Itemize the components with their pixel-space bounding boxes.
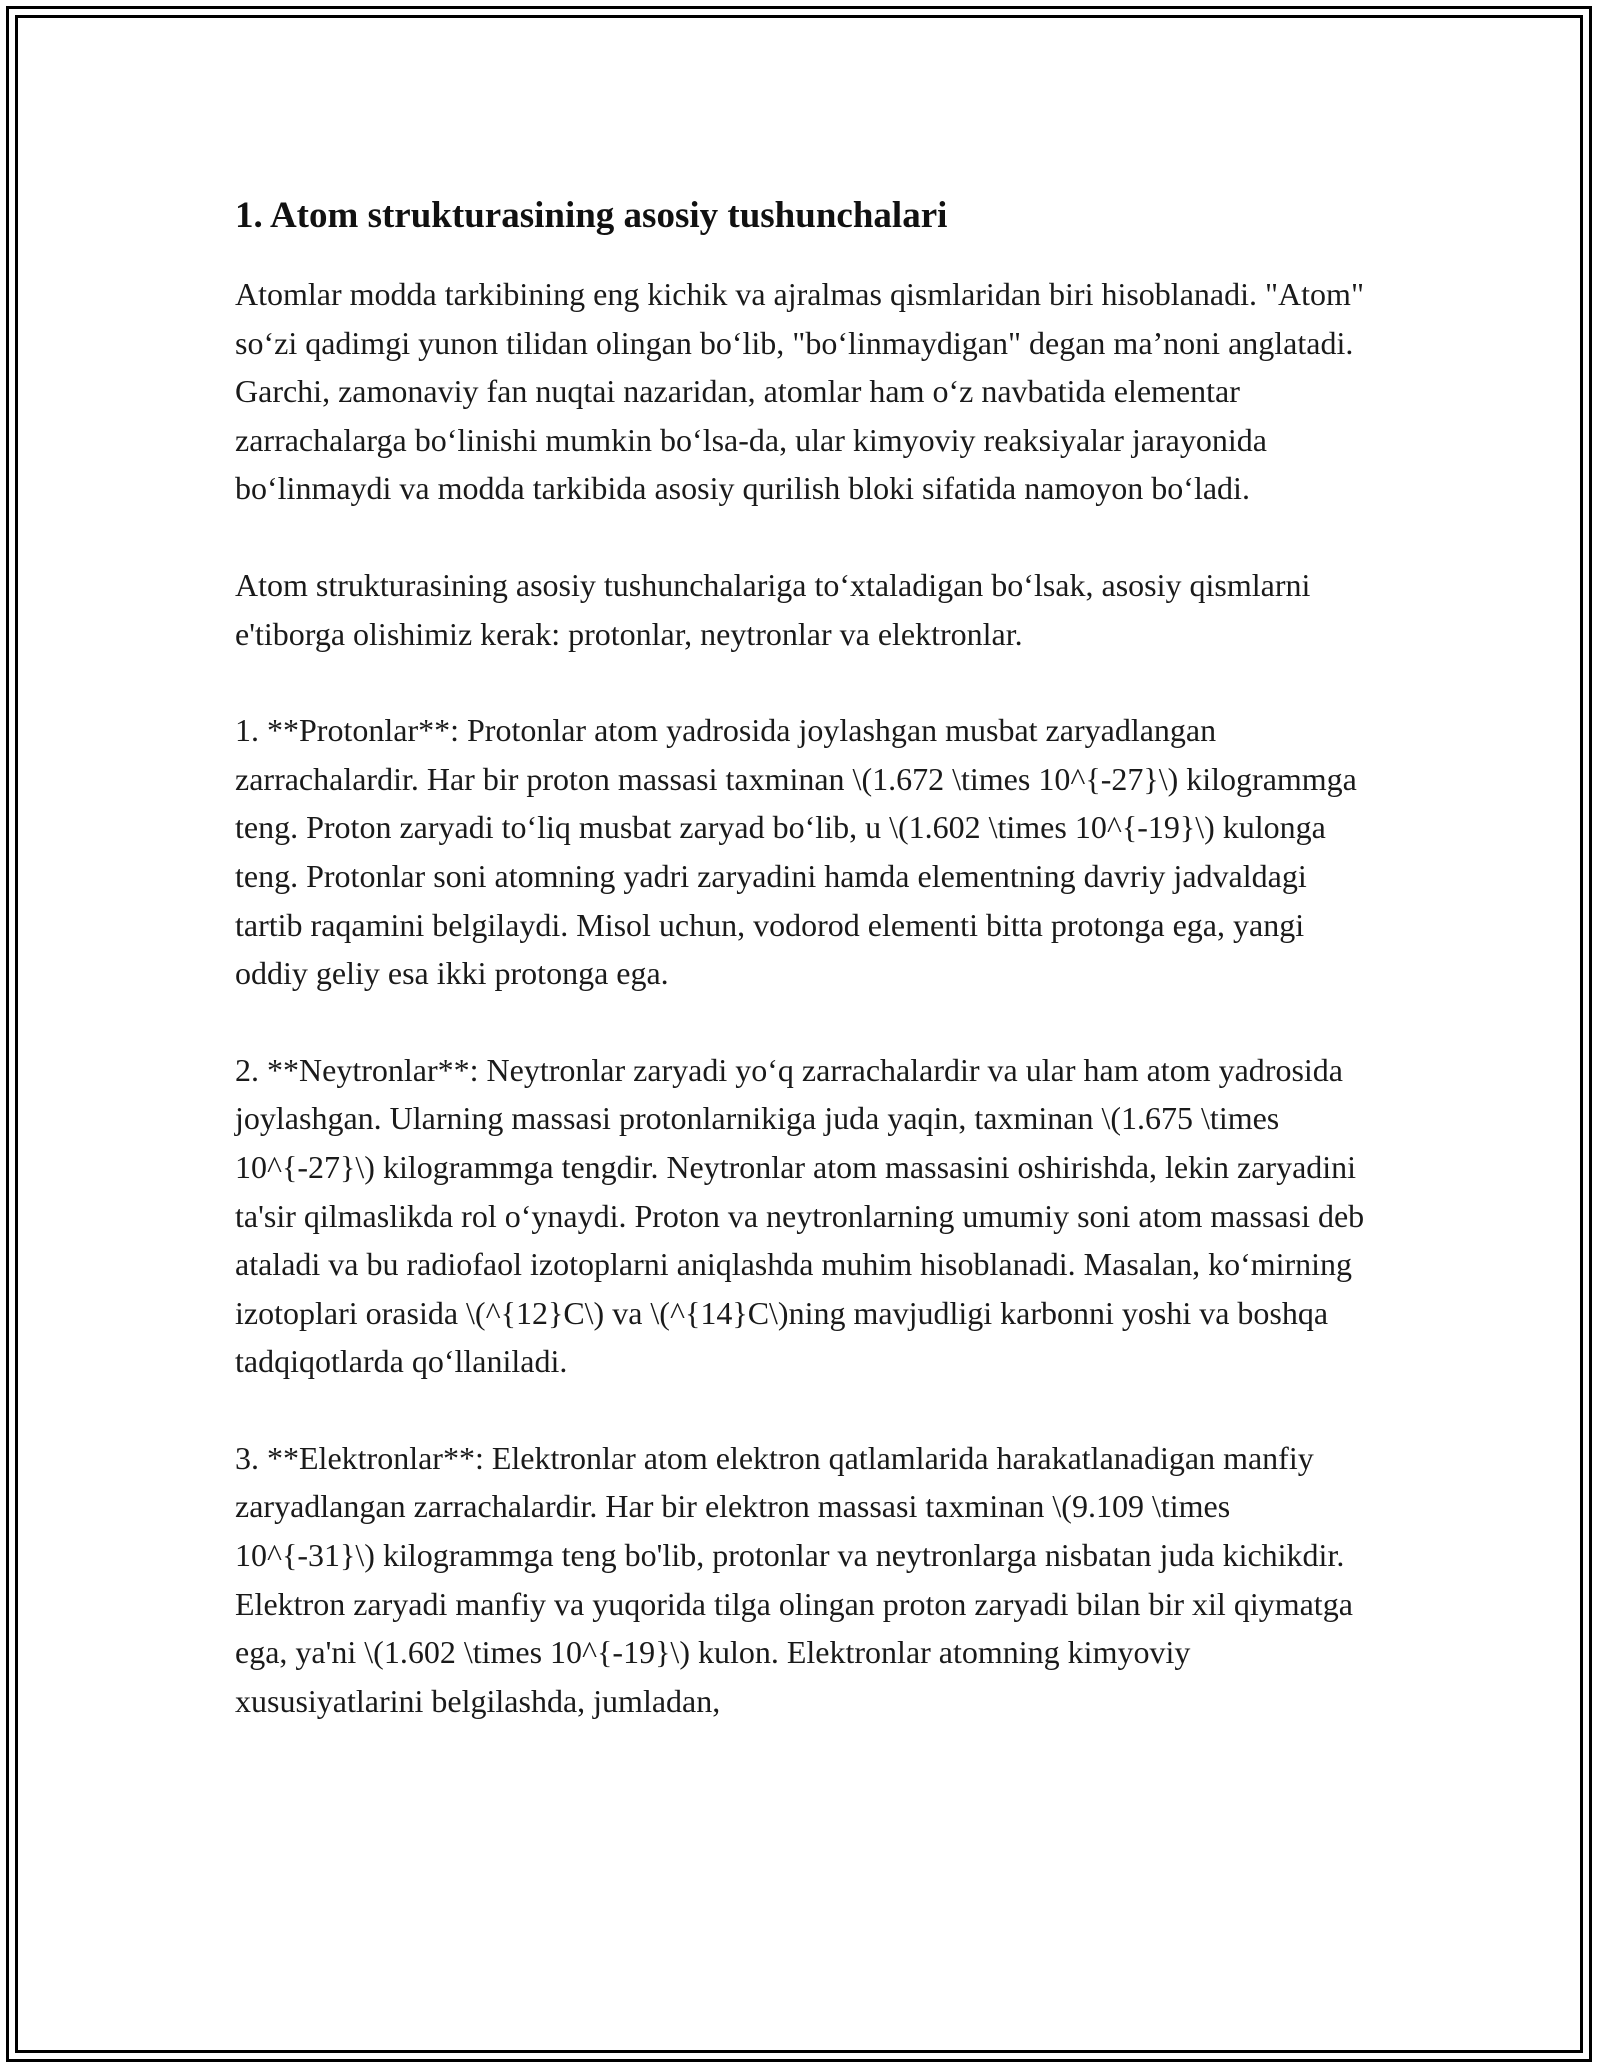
paragraph-protons: 1. **Protonlar**: Protonlar atom yadrosida joylashgan musbat zaryadlangan zarrachalardir. Har bir proton massasi taxminan \(1.672 \times 10^{-27}\) kilogrammga teng. Proton zaryadi to‘liq musbat zaryad bo‘lib, u \(1.602 \times 10^{-19}\) kulonga teng. Protonlar soni atomning yadri zaryadini hamda elementning davriy jadvaldagi tartib raqamini belgilaydi. Misol uchun, vodorod elementi bitta protonga ega, yangi oddiy geliy esa ikki protonga ega. [235, 712, 1357, 992]
paragraph-intro: Atomlar modda tarkibining eng kichik va ajralmas qismlaridan biri hisoblanadi. "Atom" so‘zi qadimgi yunon tilidan olingan bo‘lib, "bo‘linmaydigan" degan ma’noni anglatadi. Garchi, zamonaviy fan nuqtai nazaridan, atomlar ham o‘z navbatida elementar zarrachalarga bo‘linishi mumkin bo‘lsa-da, ular kimyoviy reaksiyalar jarayonida bo‘linmaydi va modda tarkibida asosiy qurilish bloki sifatida namoyon bo‘ladi. [235, 276, 1364, 507]
document-body [235, 188, 1375, 1773]
paragraph-electrons: 3. **Elektronlar**: Elektronlar atom elektron qatlamlarida harakatlanadigan manfiy zaryadlangan zarrachalardir. Har bir elektron massasi taxminan \(9.109 \times 10^{-31}\) kilogrammga teng bo'lib, protonlar va neytronlarga nisbatan juda kichikdir. Elektron zaryadi manfiy va yuqorida tilga olingan proton zaryadi bilan bir xil qiymatga ega, ya'ni \(1.602 \times 10^{-19}\) kulon. Elektronlar atomning kimyoviy xususiyatlarini belgilashda, jumladan, [235, 1439, 1353, 1719]
section-heading: 1. Atom strukturasining asosiy tushunchalari [235, 195, 948, 236]
paragraph-neutrons: 2. **Neytronlar**: Neytronlar zaryadi yo‘q zarrachalardir va ular ham atom yadrosida joylashgan. Ularning massasi protonlarnikiga juda yaqin, taxminan \(1.675 \times 10^{-27}\) kilogrammga tengdir. Neytronlar atom massasini oshirishda, lekin zaryadini ta'sir qilmaslikda rol o‘ynaydi. Proton va neytronlarning umumiy soni atom massasi deb ataladi va bu radiofaol izotoplarni aniqlashda muhim hisoblanadi. Masalan, ko‘mirning izotoplari orasida \(^{12}C\) va \(^{14}C\)ning mavjudligi karbonni yoshi va boshqa tadqiqotlarda qo‘llaniladi. [235, 1051, 1365, 1380]
paragraph-overview: Atom strukturasining asosiy tushunchalariga to‘xtaladigan bo‘lsak, asosiy qismlarni e'tiborga olishimiz kerak: protonlar, neytronlar va elektronlar. [235, 566, 1311, 652]
